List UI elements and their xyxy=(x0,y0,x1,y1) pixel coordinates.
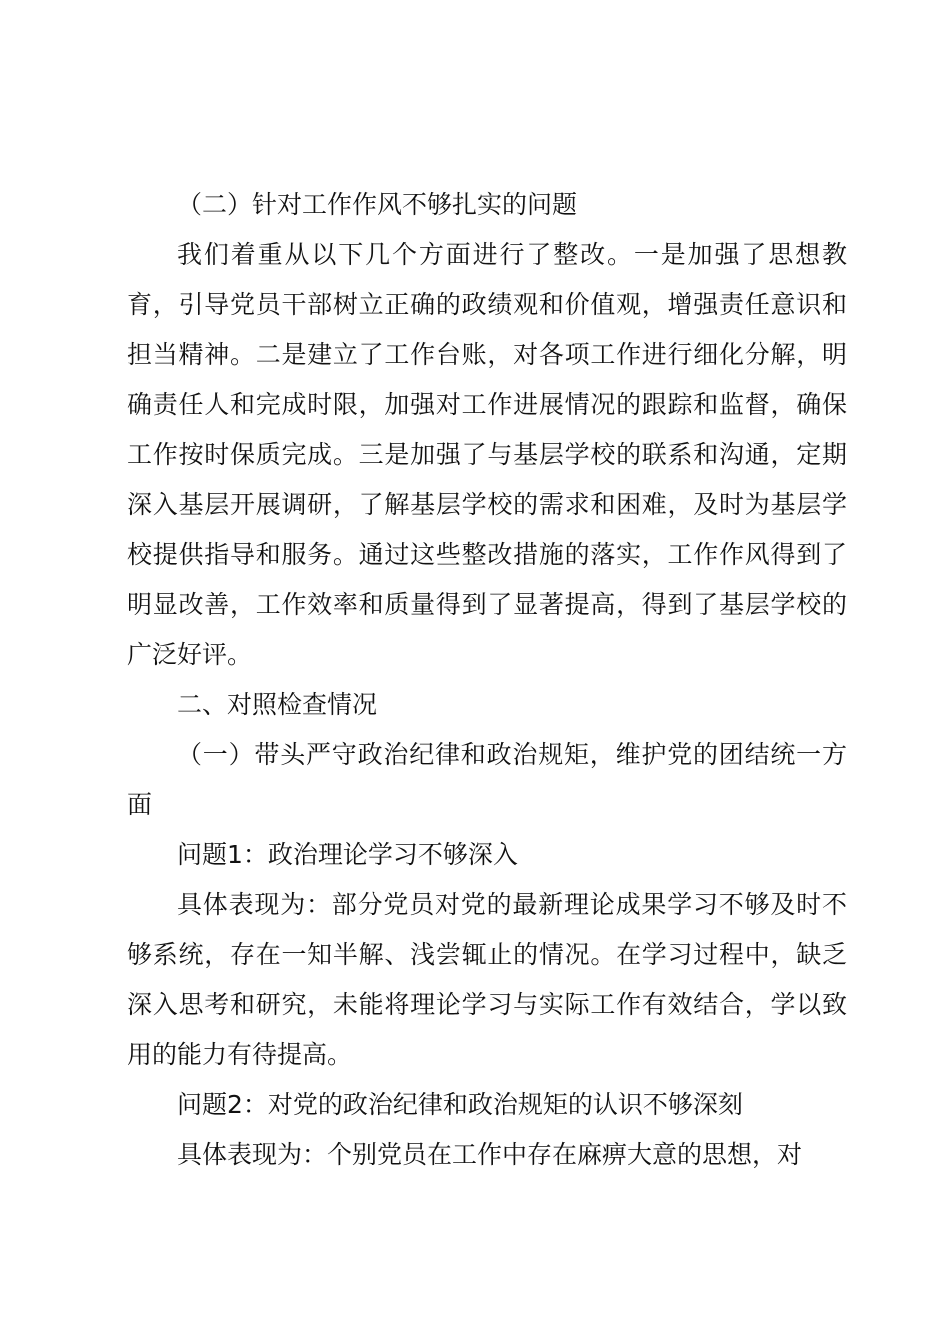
problem-heading-1: 问题1：政治理论学习不够深入 xyxy=(177,840,518,869)
problem-heading-2: 问题2：对党的政治纪律和政治规矩的认识不够深刻 xyxy=(177,1090,743,1119)
document-body xyxy=(127,180,847,1180)
section-heading-inspection: 二、对照检查情况 xyxy=(177,690,378,719)
problem-description-2: 具体表现为：个别党员在工作中存在麻痹大意的思想，对 xyxy=(177,1140,803,1169)
section-heading-work-style: （二）针对工作作风不够扎实的问题 xyxy=(177,190,578,219)
body-paragraph-rectification: 我们着重从以下几个方面进行了整改。一是加强了思想教育，引导党员干部树立正确的政绩观和价值观，增强责任意识和担当精神。二是建立了工作台账，对各项工作进行细化分解，明确责任人和完成时限，加强对工作进展情况的跟踪和监督，确保工作按时保质完成。三是加强了与基层学校的联系和沟通，定期深入基层开展调研，了解基层学校的需求和困难，及时为基层学校提供指导和服务。通过这些整改措施的落实，工作作风得到了明显改善，工作效率和质量得到了显著提高，得到了基层学校的广泛好评。 xyxy=(127,240,847,669)
problem-description-1: 具体表现为：部分党员对党的最新理论成果学习不够及时不够系统，存在一知半解、浅尝辄止的情况。在学习过程中，缺乏深入思考和研究，未能将理论学习与实际工作有效结合，学以致用的能力有待提高。 xyxy=(127,890,847,1069)
subsection-heading-political-discipline: （一）带头严守政治纪律和政治规矩，维护党的团结统一方面 xyxy=(127,740,847,819)
